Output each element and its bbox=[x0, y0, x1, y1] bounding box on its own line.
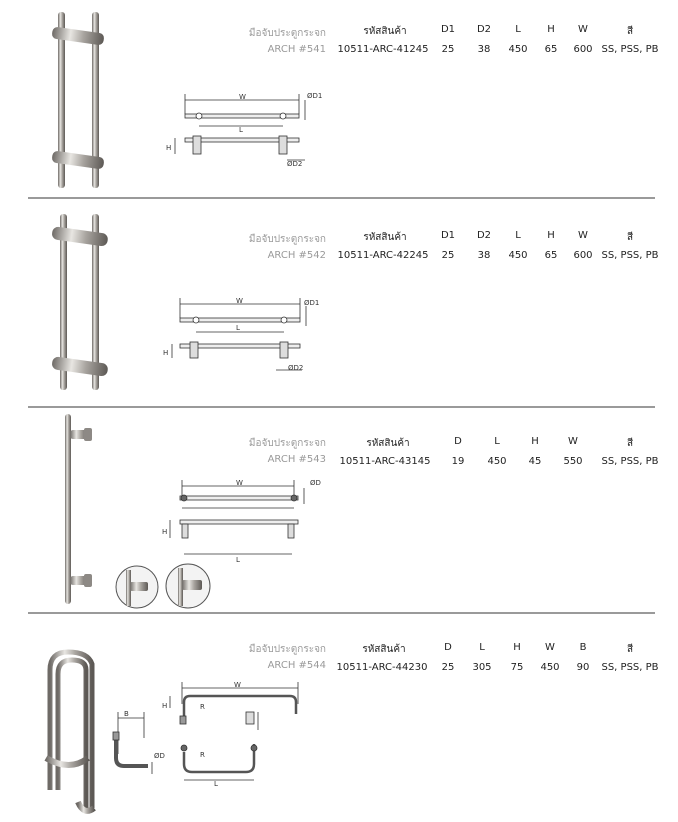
section-divider bbox=[28, 197, 655, 199]
spec-header-d: D bbox=[454, 436, 462, 447]
spec-header-w: W bbox=[568, 436, 578, 447]
spec-value-h: 65 bbox=[544, 250, 558, 261]
product-model: ARCH #541 bbox=[267, 44, 326, 55]
spec-value-color: SS, PSS, PB bbox=[601, 456, 659, 467]
spec-header-l: L bbox=[479, 642, 485, 653]
product-section-541 bbox=[0, 0, 678, 200]
spec-header-d: D bbox=[444, 642, 452, 653]
spec-header-d2: D2 bbox=[476, 230, 492, 241]
spec-value-d: 19 bbox=[451, 456, 465, 467]
spec-value-l: 305 bbox=[472, 662, 492, 673]
dimension-diagram-544 bbox=[158, 678, 308, 786]
dim-l-label: L bbox=[214, 780, 218, 786]
spec-value-d2: 38 bbox=[477, 250, 491, 261]
spec-value-h: 45 bbox=[528, 456, 542, 467]
spec-value-d2: 38 bbox=[477, 44, 491, 55]
dim-h-label: H bbox=[163, 349, 169, 357]
dim-h-label: H bbox=[166, 144, 172, 152]
spec-header-code: รหัสสินค้า bbox=[363, 232, 407, 243]
product-name: มือจับประตูกระจก bbox=[248, 438, 326, 449]
spec-value-l: 450 bbox=[508, 250, 528, 261]
dim-d1-label: ØD1 bbox=[304, 299, 320, 307]
spec-header-l: L bbox=[515, 24, 521, 35]
spec-value-w: 450 bbox=[540, 662, 560, 673]
dim-w-label: W bbox=[234, 681, 241, 689]
product-section-542 bbox=[0, 200, 678, 408]
spec-header-d1: D1 bbox=[440, 230, 456, 241]
detail-photo-543-a bbox=[114, 564, 160, 610]
spec-header-l: L bbox=[494, 436, 500, 447]
spec-header-h: H bbox=[531, 436, 539, 447]
spec-header-d1: D1 bbox=[440, 24, 456, 35]
spec-value-d1: 25 bbox=[441, 250, 455, 261]
dim-d2-label: ØD2 bbox=[288, 364, 304, 372]
dim-w-label: W bbox=[236, 297, 243, 305]
product-name: มือจับประตูกระจก bbox=[248, 644, 326, 655]
spec-value-code: 10511-ARC-41245 bbox=[337, 44, 429, 55]
product-section-543 bbox=[0, 408, 678, 614]
spec-header-l: L bbox=[515, 230, 521, 241]
spec-value-w: 600 bbox=[573, 250, 593, 261]
dim-r-label: R bbox=[200, 703, 205, 711]
spec-header-w: W bbox=[578, 24, 588, 35]
spec-header-color: สี bbox=[626, 644, 634, 655]
spec-header-code: รหัสสินค้า bbox=[362, 644, 406, 655]
product-model: ARCH #542 bbox=[267, 250, 326, 261]
dim-d-label: ØD bbox=[310, 479, 321, 487]
product-section-544 bbox=[0, 614, 678, 822]
spec-table-541 bbox=[0, 24, 678, 64]
dim-h-label: H bbox=[162, 528, 168, 536]
spec-value-w: 550 bbox=[563, 456, 583, 467]
dimension-diagram-543 bbox=[160, 474, 330, 570]
spec-header-h: H bbox=[513, 642, 521, 653]
spec-header-h: H bbox=[547, 24, 555, 35]
spec-value-d: 25 bbox=[441, 662, 455, 673]
spec-header-color: สี bbox=[626, 26, 634, 37]
dim-d2-label: ØD2 bbox=[287, 160, 303, 168]
spec-header-color: สี bbox=[626, 232, 634, 243]
spec-header-color: สี bbox=[626, 438, 634, 449]
dim-h-label: H bbox=[162, 702, 168, 710]
spec-header-w: W bbox=[578, 230, 588, 241]
spec-header-w: W bbox=[545, 642, 555, 653]
dimension-diagram-542 bbox=[162, 296, 332, 382]
dim-w-label: W bbox=[236, 479, 243, 487]
spec-header-h: H bbox=[547, 230, 555, 241]
spec-value-l: 450 bbox=[487, 456, 507, 467]
spec-value-color: SS, PSS, PB bbox=[601, 250, 659, 261]
product-name: มือจับประตูกระจก bbox=[248, 234, 326, 245]
spec-header-code: รหัสสินค้า bbox=[366, 438, 410, 449]
spec-value-w: 600 bbox=[573, 44, 593, 55]
spec-value-color: SS, PSS, PB bbox=[601, 662, 659, 673]
product-model: ARCH #544 bbox=[267, 660, 326, 671]
spec-header-d2: D2 bbox=[476, 24, 492, 35]
spec-value-code: 10511-ARC-43145 bbox=[339, 456, 431, 467]
spec-value-code: 10511-ARC-42245 bbox=[337, 250, 429, 261]
dim-l-label: L bbox=[236, 556, 240, 564]
spec-value-code: 10511-ARC-44230 bbox=[336, 662, 428, 673]
spec-value-l: 450 bbox=[508, 44, 528, 55]
spec-table-544 bbox=[0, 642, 678, 682]
dim-l-label: L bbox=[236, 324, 240, 332]
dim-l-label: L bbox=[239, 126, 243, 134]
dim-d1-label: ØD1 bbox=[307, 92, 323, 100]
spec-value-color: SS, PSS, PB bbox=[601, 44, 659, 55]
dim-r-label-lower: R bbox=[200, 751, 205, 759]
spec-value-h: 65 bbox=[544, 44, 558, 55]
spec-table-543 bbox=[0, 436, 678, 476]
spec-value-d1: 25 bbox=[441, 44, 455, 55]
spec-table-542 bbox=[0, 230, 678, 270]
spec-header-code: รหัสสินค้า bbox=[363, 26, 407, 37]
spec-value-h: 75 bbox=[510, 662, 524, 673]
dim-d-label: ØD bbox=[154, 752, 165, 760]
dim-b-label: B bbox=[124, 710, 129, 718]
dim-w-label: W bbox=[239, 93, 246, 101]
dimension-diagram-541 bbox=[165, 88, 335, 174]
spec-header-b: B bbox=[579, 642, 587, 653]
product-name: มือจับประตูกระจก bbox=[248, 28, 326, 39]
spec-value-b: 90 bbox=[576, 662, 590, 673]
product-model: ARCH #543 bbox=[267, 454, 326, 465]
